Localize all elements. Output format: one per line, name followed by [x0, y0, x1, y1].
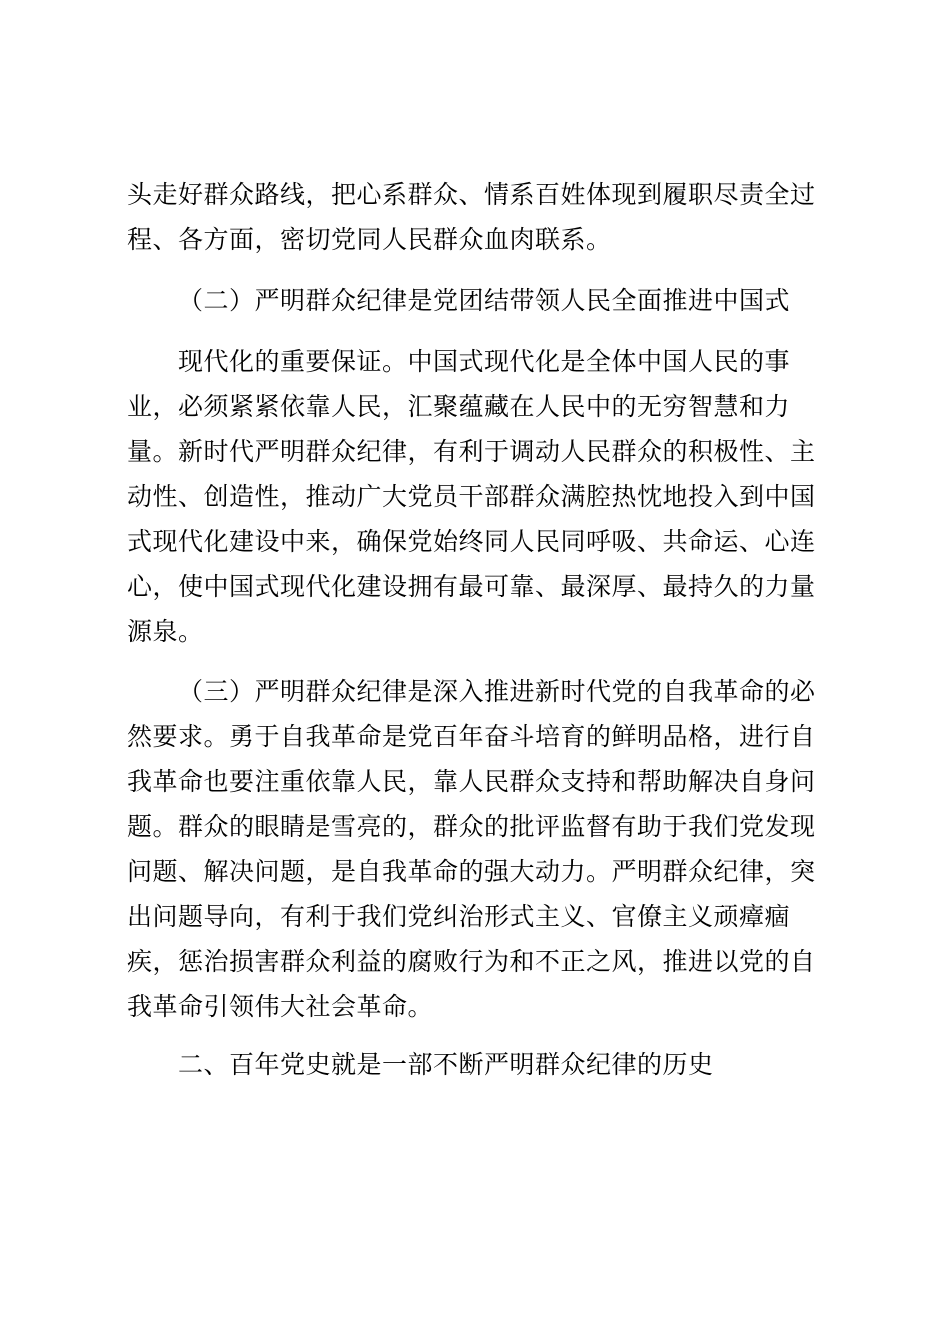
text-line: 头走好群众路线，把心系群众、情系百姓体现到履职尽责全过 — [127, 180, 816, 209]
text-line: 问题、解决问题，是自我革命的强大动力。严明群众纪律，突 — [127, 857, 816, 886]
text-line: 然要求。勇于自我革命是党百年奋斗培育的鲜明品格，进行自 — [127, 722, 816, 751]
text-line: 我革命引领伟大社会革命。 — [127, 992, 434, 1021]
text-line: 式现代化建设中来，确保党始终同人民同呼吸、共命运、心连 — [127, 527, 816, 556]
text-line: 心，使中国式现代化建设拥有最可靠、最深厚、最持久的力量 — [127, 572, 816, 601]
text-line: 量。新时代严明群众纪律，有利于调动人民群众的积极性、主 — [127, 437, 816, 466]
section-heading: （三）严明群众纪律是深入推进新时代党的自我革命的必 — [178, 677, 816, 706]
text-line: 我革命也要注重依靠人民，靠人民群众支持和帮助解决自身问 — [127, 767, 816, 796]
text-line: 动性、创造性，推动广大党员干部群众满腔热忱地投入到中国 — [127, 482, 816, 511]
text-line: 疾，惩治损害群众利益的腐败行为和不正之风，推进以党的自 — [127, 947, 816, 976]
text-line: 出问题导向，有利于我们党纠治形式主义、官僚主义顽瘴痼 — [127, 902, 791, 931]
text-line: 源泉。 — [127, 617, 204, 646]
text-line: 题。群众的眼睛是雪亮的，群众的批评监督有助于我们党发现 — [127, 812, 816, 841]
text-line: 现代化的重要保证。中国式现代化是全体中国人民的事 — [178, 347, 791, 376]
text-line: 业，必须紧紧依靠人民，汇聚蕴藏在人民中的无穷智慧和力 — [127, 392, 791, 421]
section-heading: （二）严明群众纪律是党团结带领人民全面推进中国式 — [178, 286, 791, 315]
chapter-heading: 二、百年党史就是一部不断严明群众纪律的历史 — [178, 1050, 714, 1079]
text-line: 程、各方面，密切党同人民群众血肉联系。 — [127, 225, 612, 254]
